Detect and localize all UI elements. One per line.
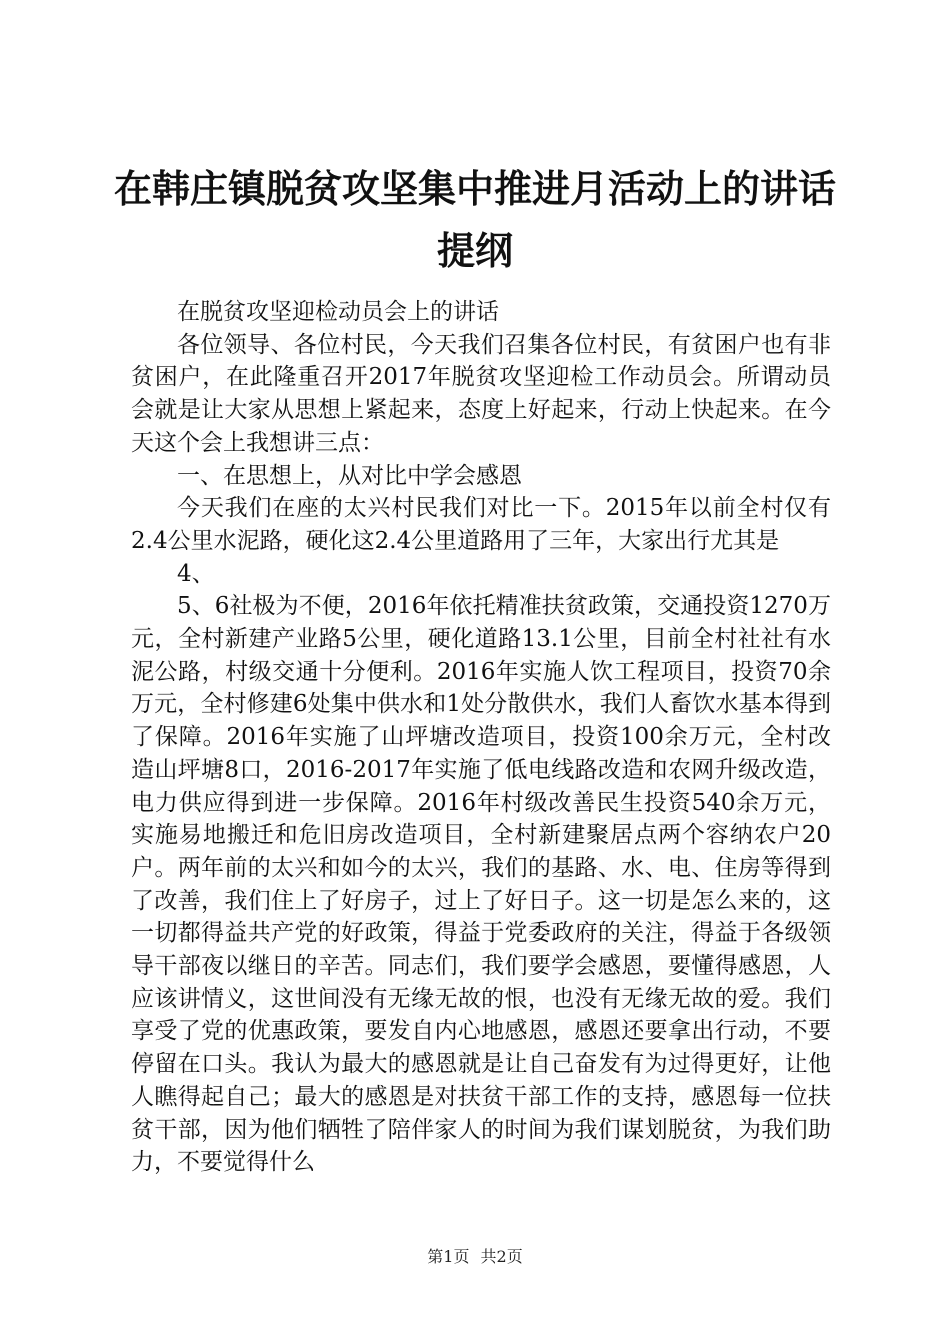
paragraph-speech-heading: 在脱贫攻坚迎检动员会上的讲话 [177, 299, 499, 325]
paragraph-comparison: 今天我们在座的太兴村民我们对比一下。2015年以前全村仅有2.4公里水泥路，硬化这2.4公里道路用了三年，大家出行尤其是 [131, 495, 831, 554]
page-number: 第1页 [427, 1247, 470, 1266]
section-heading-1: 一、在思想上，从对比中学会感恩 [177, 462, 522, 489]
document-title: 在韩庄镇脱贫攻坚集中推进月活动上的讲话提纲 [113, 166, 836, 273]
paragraph-investment-details: 5、6社极为不便，2016年依托精准扶贫政策，交通投资1270万元，全村新建产业路5公里，硬化道路13.1公里，目前全村社社有水泥公路，村级交通十分便利。2016年实施人饮工程项目，投资70余万元，全村修建6处集中供水和1处分散供水，我们人畜饮水基本得到了保障。2016年实施了山坪塘改造项目，投资100余万元，全村改造山坪塘8口，2016-2017年实施了低电线路改造和农网升级改造，电力供应得到进一步保障。2016年村级改善民生投资540余万元，实施易地搬迁和危旧房改造项目，全村新建聚居点两个容纳农户20户。两年前的太兴和如今的太兴，我们的基路、水、电、住房等得到了改善，我们住上了好房子，过上了好日子。这一切是怎么来的，这一切都得益共产党的好政策，得益于党委政府的关注，得益于各级领导干部夜以继日的辛苦。同志们，我们要学会感恩，要懂得感恩，人应该讲情义，这世间没有无缘无故的恨，也没有无缘无故的爱。我们享受了党的优惠政策，要发自内心地感恩，感恩还要拿出行动，不要停留在口头。我认为最大的感恩就是让自己奋发有为过得更好，让他人瞧得起自己；最大的感恩是对扶贫干部工作的支持，感恩每一位扶贫干部，因为他们牺牲了陪伴家人的时间为我们谋划脱贫，为我们助力，不要觉得什么 [131, 593, 831, 1176]
page-footer [0, 1244, 950, 1267]
page-total: 共2页 [480, 1247, 523, 1266]
paragraph-fragment: 4、 [177, 560, 215, 587]
document-body [131, 296, 831, 1179]
paragraph-greeting: 各位领导、各位村民，今天我们召集各位村民，有贫困户也有非贫困户，在此隆重召开2017年脱贫攻坚迎检工作动员会。所谓动员会就是让大家从思想上紧起来，态度上好起来，行动上快起来。在今天这个会上我想讲三点： [131, 331, 831, 456]
